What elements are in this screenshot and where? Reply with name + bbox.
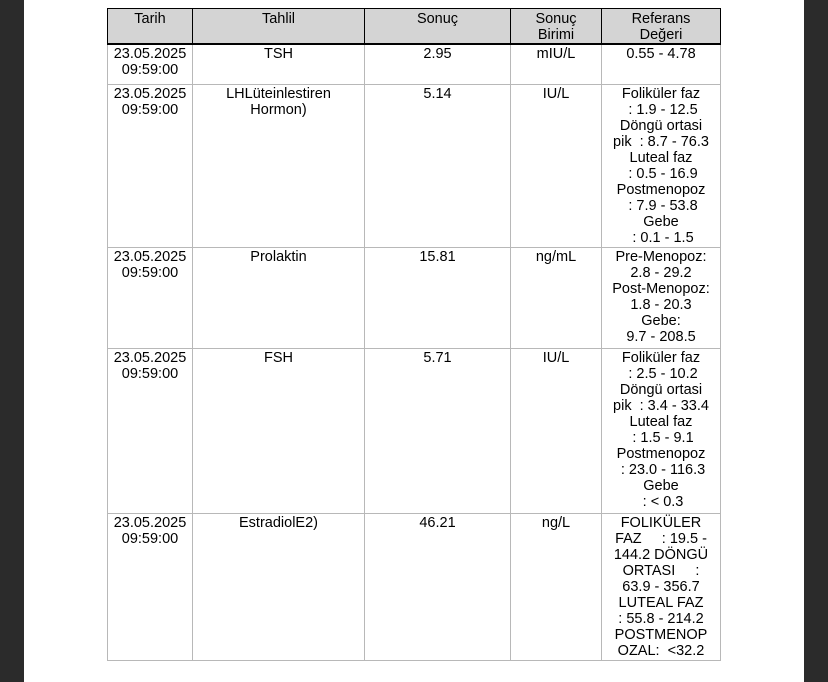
table-row: [108, 85, 721, 248]
header-unit: Sonuç Birimi: [511, 9, 602, 45]
cell-unit: ng/mL: [511, 248, 602, 349]
cell-result: 2.95: [365, 44, 511, 85]
lab-results-table: [107, 8, 721, 661]
header-test: Tahlil: [193, 9, 365, 45]
cell-reference: Foliküler faz : 2.5 - 10.2 Döngü ortasi pik : 3.4 - 33.4 Luteal faz : 1.5 - 9.1 Postmenopoz : 23.0 - 116.3 Gebe : < 0.3: [602, 349, 721, 514]
cell-reference: Pre-Menopoz: 2.8 - 29.2 Post-Menopoz: 1.8 - 20.3 Gebe: 9.7 - 208.5: [602, 248, 721, 349]
cell-test: TSH: [193, 44, 365, 85]
cell-result: 5.71: [365, 349, 511, 514]
cell-reference: FOLIKÜLER FAZ : 19.5 - 144.2 DÖNGÜ ORTASI : 63.9 - 356.7 LUTEAL FAZ : 55.8 - 214.2 POSTMENOP OZAL: <32.2: [602, 514, 721, 661]
table-row: [108, 514, 721, 661]
cell-test: LHLüteinlestiren Hormon): [193, 85, 365, 248]
cell-unit: mIU/L: [511, 44, 602, 85]
cell-result: 5.14: [365, 85, 511, 248]
cell-date: 23.05.2025 09:59:00: [108, 248, 193, 349]
cell-result: 46.21: [365, 514, 511, 661]
table-row: [108, 44, 721, 85]
cell-reference: Foliküler faz : 1.9 - 12.5 Döngü ortasi pik : 8.7 - 76.3 Luteal faz : 0.5 - 16.9 Postmenopoz : 7.9 - 53.8 Gebe : 0.1 - 1.5: [602, 85, 721, 248]
cell-test: Prolaktin: [193, 248, 365, 349]
table-row: [108, 248, 721, 349]
header-date: Tarih: [108, 9, 193, 45]
table-row: [108, 349, 721, 514]
cell-test: EstradiolE2): [193, 514, 365, 661]
cell-unit: IU/L: [511, 349, 602, 514]
cell-date: 23.05.2025 09:59:00: [108, 85, 193, 248]
document-page: [24, 0, 804, 682]
cell-date: 23.05.2025 09:59:00: [108, 514, 193, 661]
cell-date: 23.05.2025 09:59:00: [108, 44, 193, 85]
table-header-row: [108, 9, 721, 45]
cell-test: FSH: [193, 349, 365, 514]
cell-unit: IU/L: [511, 85, 602, 248]
cell-result: 15.81: [365, 248, 511, 349]
header-result: Sonuç: [365, 9, 511, 45]
cell-unit: ng/L: [511, 514, 602, 661]
cell-reference: 0.55 - 4.78: [602, 44, 721, 85]
header-reference: Referans Değeri: [602, 9, 721, 45]
cell-date: 23.05.2025 09:59:00: [108, 349, 193, 514]
